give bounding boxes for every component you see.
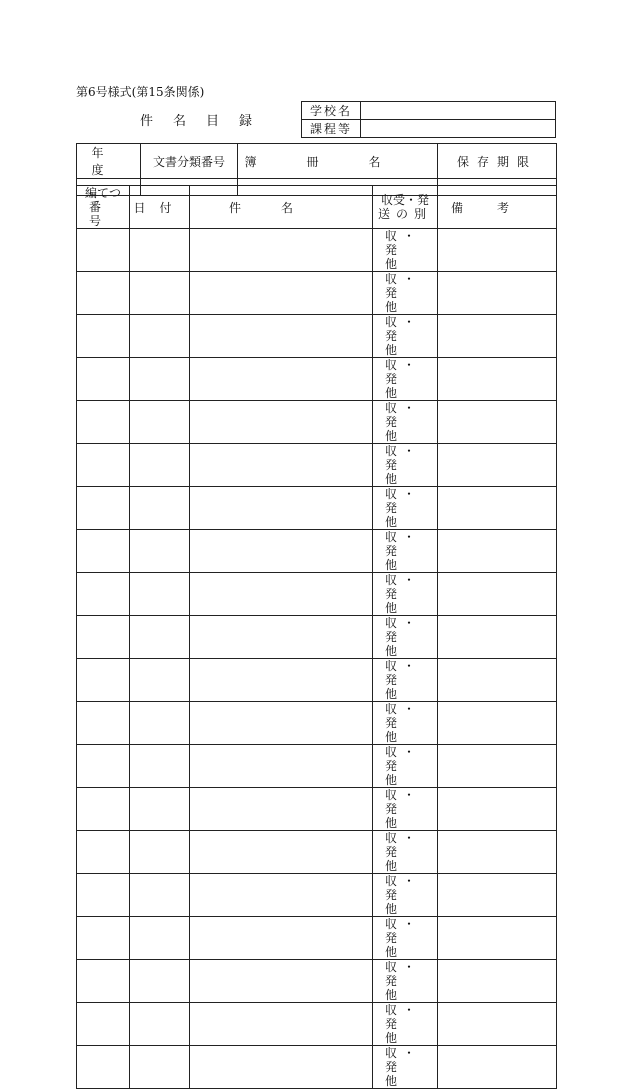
meta-header-row — [77, 144, 557, 179]
remarks-cell[interactable] — [438, 358, 557, 401]
remarks-cell[interactable] — [438, 401, 557, 444]
date-cell[interactable] — [130, 487, 190, 530]
binding-number-cell[interactable] — [77, 659, 130, 702]
type-options-label: 収・発 — [385, 788, 422, 816]
type-options-label: 収・発 — [385, 487, 422, 515]
type-options-label: 収・発 — [385, 702, 422, 730]
table-row — [77, 401, 557, 444]
date-cell[interactable] — [130, 272, 190, 315]
date-cell[interactable] — [130, 702, 190, 745]
type-other-label: 他 — [385, 601, 398, 615]
table-row — [77, 874, 557, 917]
remarks-cell[interactable] — [438, 659, 557, 702]
remarks-cell[interactable] — [438, 229, 557, 272]
send-receive-type-cell[interactable] — [373, 702, 438, 745]
table-row — [77, 659, 557, 702]
remarks-cell[interactable] — [438, 444, 557, 487]
send-receive-type-cell[interactable] — [373, 616, 438, 659]
send-receive-type-cell[interactable] — [373, 487, 438, 530]
type-options-label: 収・発 — [385, 272, 422, 300]
send-receive-type-cell[interactable] — [373, 272, 438, 315]
type-options-label: 収・発 — [385, 530, 422, 558]
send-receive-type-cell[interactable] — [373, 358, 438, 401]
send-receive-type-cell[interactable] — [373, 960, 438, 1003]
date-cell[interactable] — [130, 530, 190, 573]
binding-number-cell[interactable] — [77, 229, 130, 272]
type-other-label: 他 — [385, 257, 398, 271]
remarks-cell[interactable] — [438, 1003, 557, 1046]
subject-header: 件名 — [190, 186, 373, 229]
remarks-cell[interactable] — [438, 1046, 557, 1089]
type-options-label: 収・発 — [385, 616, 422, 644]
binding-number-cell[interactable] — [77, 272, 130, 315]
subject-cell[interactable] — [190, 702, 373, 745]
subject-list-table — [76, 185, 557, 1089]
date-cell[interactable] — [130, 229, 190, 272]
send-receive-type-header — [373, 186, 438, 229]
binding-number-cell[interactable] — [77, 1046, 130, 1089]
remarks-cell[interactable] — [438, 530, 557, 573]
date-cell[interactable] — [130, 788, 190, 831]
list-body — [77, 229, 557, 1089]
type-options-label: 収・発 — [385, 358, 422, 386]
type-other-label: 他 — [385, 773, 398, 787]
table-row — [77, 530, 557, 573]
retention-period-header: 保存期限 — [438, 144, 557, 179]
remarks-cell[interactable] — [438, 487, 557, 530]
table-row — [77, 573, 557, 616]
type-other-label: 他 — [385, 730, 398, 744]
binding-number-cell[interactable] — [77, 487, 130, 530]
type-options-label: 収・発 — [385, 444, 422, 472]
subject-cell[interactable] — [190, 788, 373, 831]
remarks-cell[interactable] — [438, 616, 557, 659]
type-other-label: 他 — [385, 644, 398, 658]
binding-number-header-line2: 番号 — [88, 200, 117, 228]
type-other-label: 他 — [385, 1031, 398, 1045]
date-cell[interactable] — [130, 573, 190, 616]
date-cell[interactable] — [130, 401, 190, 444]
type-other-label: 他 — [385, 429, 398, 443]
table-row — [77, 616, 557, 659]
type-options-label: 収・発 — [385, 229, 422, 257]
table-row — [77, 444, 557, 487]
binding-number-cell[interactable] — [77, 788, 130, 831]
remarks-cell[interactable] — [438, 573, 557, 616]
type-other-label: 他 — [385, 816, 398, 830]
send-receive-type-cell[interactable] — [373, 788, 438, 831]
binding-number-cell[interactable] — [77, 702, 130, 745]
type-options-label: 収・発 — [385, 874, 422, 902]
school-info-table — [301, 101, 556, 138]
subject-cell[interactable] — [190, 573, 373, 616]
binding-number-cell[interactable] — [77, 530, 130, 573]
table-row — [77, 831, 557, 874]
subject-cell[interactable] — [190, 444, 373, 487]
table-row — [77, 358, 557, 401]
subject-cell[interactable] — [190, 874, 373, 917]
type-options-label: 収・発 — [385, 960, 422, 988]
subject-cell[interactable] — [190, 530, 373, 573]
send-receive-type-cell[interactable] — [373, 917, 438, 960]
school-name-row — [302, 102, 556, 120]
subject-cell[interactable] — [190, 401, 373, 444]
binding-number-cell[interactable] — [77, 745, 130, 788]
send-receive-type-cell[interactable] — [373, 530, 438, 573]
table-row — [77, 229, 557, 272]
date-cell[interactable] — [130, 659, 190, 702]
table-row — [77, 917, 557, 960]
table-row — [77, 960, 557, 1003]
subject-cell[interactable] — [190, 229, 373, 272]
remarks-cell[interactable] — [438, 960, 557, 1003]
date-cell[interactable] — [130, 831, 190, 874]
remarks-cell[interactable] — [438, 745, 557, 788]
send-receive-type-cell[interactable] — [373, 1046, 438, 1089]
table-row — [77, 315, 557, 358]
send-receive-type-header-line2: 送の別 — [377, 207, 432, 221]
date-cell[interactable] — [130, 358, 190, 401]
binding-number-cell[interactable] — [77, 573, 130, 616]
type-other-label: 他 — [385, 472, 398, 486]
type-other-label: 他 — [385, 687, 398, 701]
table-row — [77, 487, 557, 530]
course-field[interactable] — [361, 120, 556, 138]
send-receive-type-cell[interactable] — [373, 831, 438, 874]
send-receive-type-cell[interactable] — [373, 745, 438, 788]
table-row — [77, 1046, 557, 1089]
type-other-label: 他 — [385, 343, 398, 357]
date-cell[interactable] — [130, 745, 190, 788]
binding-number-cell[interactable] — [77, 315, 130, 358]
remarks-cell[interactable] — [438, 702, 557, 745]
course-label: 課程等 — [302, 120, 361, 138]
page-title: 件名目録 — [140, 114, 273, 129]
date-cell[interactable] — [130, 315, 190, 358]
subject-cell[interactable] — [190, 831, 373, 874]
send-receive-type-cell[interactable] — [373, 401, 438, 444]
doc-classification-header: 文書分類番号 — [141, 144, 238, 179]
send-receive-type-cell[interactable] — [373, 444, 438, 487]
school-name-label: 学校名 — [302, 102, 361, 120]
binding-number-header — [77, 186, 130, 229]
binding-number-cell[interactable] — [77, 358, 130, 401]
subject-cell[interactable] — [190, 315, 373, 358]
subject-cell[interactable] — [190, 1046, 373, 1089]
subject-cell[interactable] — [190, 272, 373, 315]
binding-number-cell[interactable] — [77, 831, 130, 874]
remarks-cell[interactable] — [438, 917, 557, 960]
type-options-label: 収・発 — [385, 315, 422, 343]
date-cell[interactable] — [130, 874, 190, 917]
binding-number-cell[interactable] — [77, 1003, 130, 1046]
course-row — [302, 120, 556, 138]
send-receive-type-cell[interactable] — [373, 573, 438, 616]
type-options-label: 収・発 — [385, 831, 422, 859]
type-other-label: 他 — [385, 988, 398, 1002]
remarks-cell[interactable] — [438, 831, 557, 874]
date-cell[interactable] — [130, 1046, 190, 1089]
type-other-label: 他 — [385, 902, 398, 916]
subject-cell[interactable] — [190, 745, 373, 788]
list-header-row — [77, 186, 557, 229]
type-options-label: 収・発 — [385, 573, 422, 601]
binding-number-cell[interactable] — [77, 616, 130, 659]
send-receive-type-cell[interactable] — [373, 659, 438, 702]
send-receive-type-cell[interactable] — [373, 874, 438, 917]
type-other-label: 他 — [385, 558, 398, 572]
type-options-label: 収・発 — [385, 745, 422, 773]
type-options-label: 収・発 — [385, 401, 422, 429]
remarks-cell[interactable] — [438, 315, 557, 358]
date-cell[interactable] — [130, 960, 190, 1003]
date-cell[interactable] — [130, 1003, 190, 1046]
date-cell[interactable] — [130, 616, 190, 659]
type-other-label: 他 — [385, 515, 398, 529]
table-row — [77, 702, 557, 745]
binding-number-cell[interactable] — [77, 917, 130, 960]
type-other-label: 他 — [385, 300, 398, 314]
binding-number-cell[interactable] — [77, 444, 130, 487]
type-options-label: 収・発 — [385, 1046, 422, 1074]
subject-cell[interactable] — [190, 487, 373, 530]
table-row — [77, 1003, 557, 1046]
binding-number-cell[interactable] — [77, 960, 130, 1003]
remarks-header: 備考 — [438, 186, 557, 229]
send-receive-type-cell[interactable] — [373, 229, 438, 272]
remarks-cell[interactable] — [438, 788, 557, 831]
send-receive-type-cell[interactable] — [373, 315, 438, 358]
date-header: 日付 — [130, 186, 190, 229]
subject-cell[interactable] — [190, 659, 373, 702]
type-options-label: 収・発 — [385, 659, 422, 687]
subject-cell[interactable] — [190, 960, 373, 1003]
binding-number-header-line1: 編てつ — [84, 186, 121, 200]
table-row — [77, 745, 557, 788]
form-number-label: 第6号様式(第15条関係) — [76, 85, 205, 99]
subject-cell[interactable] — [190, 616, 373, 659]
send-receive-type-header-line1: 収受・発 — [380, 193, 429, 207]
date-cell[interactable] — [130, 444, 190, 487]
table-row — [77, 788, 557, 831]
type-other-label: 他 — [385, 859, 398, 873]
subject-cell[interactable] — [190, 1003, 373, 1046]
date-cell[interactable] — [130, 917, 190, 960]
type-options-label: 収・発 — [385, 917, 422, 945]
type-other-label: 他 — [385, 386, 398, 400]
type-other-label: 他 — [385, 945, 398, 959]
binding-number-cell[interactable] — [77, 401, 130, 444]
subject-cell[interactable] — [190, 358, 373, 401]
ledger-name-header: 簿冊名 — [238, 144, 438, 179]
send-receive-type-cell[interactable] — [373, 1003, 438, 1046]
type-options-label: 収・発 — [385, 1003, 422, 1031]
fiscal-year-header: 年度 — [77, 144, 141, 179]
remarks-cell[interactable] — [438, 874, 557, 917]
subject-cell[interactable] — [190, 917, 373, 960]
table-row — [77, 272, 557, 315]
type-other-label: 他 — [385, 1074, 398, 1088]
school-name-field[interactable] — [361, 102, 556, 120]
remarks-cell[interactable] — [438, 272, 557, 315]
binding-number-cell[interactable] — [77, 874, 130, 917]
